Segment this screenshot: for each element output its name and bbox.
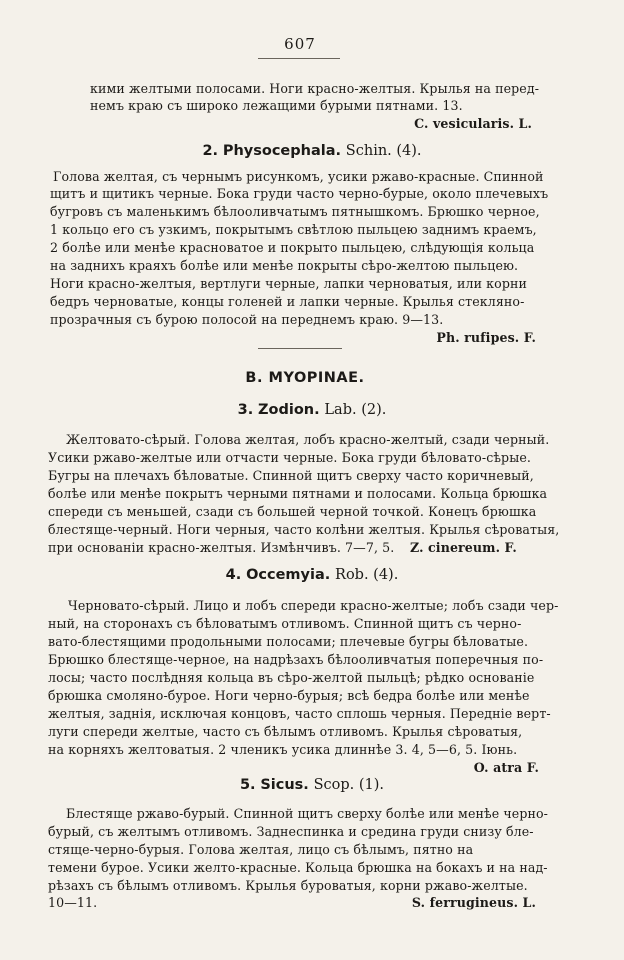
text-line: Черновато-сѣрый. Лицо и лобъ спереди красно-желтые; лобъ сзади чер- [68, 598, 559, 613]
text-line: 10—11. [48, 895, 98, 910]
genus-number: 5. [239, 777, 256, 793]
species-name: S. ferrugineus. L. [411, 895, 536, 910]
species-name: Z. cinereum. F. [410, 540, 517, 555]
text-line: луги спереди желтые, часто съ бѣлымъ отливомъ. Крылья сѣроватыя, [48, 724, 523, 739]
text-line: Ноги красно-желтыя, вертлуги черные, лапки черноватыя, или корни [50, 276, 527, 291]
genus-heading-physocephala [0, 140, 624, 161]
genus-author: Scop. (1). [313, 777, 385, 793]
text-line: бурый, съ желтымъ отливомъ. Заднеспинка и средина груди снизу бле- [48, 824, 534, 839]
text-line: бедръ черноватые, концы голеней и лапки черные. Крылья стекляно- [50, 294, 525, 309]
text-line: Голова желтая, съ чернымъ рисункомъ, усики ржаво-красные. Спинной [53, 169, 544, 184]
genus-number: 3. [237, 402, 254, 418]
subfamily-heading: B. MYOPINAE. [245, 370, 365, 386]
text-line: стяще-черно-бурыя. Голова желтая, лицо съ бѣлымъ, пятно на [48, 842, 474, 857]
text-line: 2 болѣе или менѣе красноватое и покрыто пыльцею, слѣдующія кольца [50, 240, 535, 255]
text-line: бугровъ съ маленькимъ бѣлооливчатымъ пятнышкомъ. Брюшко черное, [50, 204, 540, 219]
genus-name: Occemyia. [246, 567, 331, 583]
prev-species-name: C. vesicularis. L. [414, 116, 532, 131]
text-line: брюшка смоляно-бурое. Ноги черно-бурыя; всѣ бедра болѣе или менѣе [48, 688, 530, 703]
genus-name: Zodion. [258, 402, 320, 418]
genus-name: Sicus. [260, 777, 309, 793]
text-line: рѣзахъ съ бѣлымъ отливомъ. Крылья буроватыя, корни ржаво-желтые. [48, 878, 528, 893]
prev-entry-line-1: кими желтыми полосами. Ноги красно-желтыя. Крылья на перед- [90, 81, 540, 96]
genus-number: 2. [202, 143, 219, 159]
header-rule [258, 58, 340, 59]
text-line: Брюшко блестяще-черное, на надрѣзахъ бѣлооливчатыя поперечныя по- [48, 652, 544, 667]
text-line: темени бурое. Усики желто-красные. Кольца брюшка на бокахъ и на над- [48, 860, 548, 875]
genus-heading-occemyia [0, 564, 624, 585]
text-line: болѣе или менѣе покрытъ черными пятнами и полосами. Кольца брюшка [48, 486, 548, 501]
text-line: прозрачныя съ бурою полосой на переднемъ краю. 9—13. [50, 312, 444, 327]
text-line: Блестяще ржаво-бурый. Спинной щитъ сверху болѣе или менѣе черно- [66, 806, 549, 821]
species-name: O. atra F. [473, 760, 539, 775]
genus-heading-zodion [0, 399, 624, 420]
text-line: 1 кольцо его съ узкимъ, покрытымъ свѣтлою пыльцею заднимъ краемъ, [50, 222, 537, 237]
text-line: вато-блестящими продольными полосами; плечевые бугры бѣловатые. [48, 634, 529, 649]
text-line: блестяще-черный. Ноги черныя, часто колѣни желтыя. Крылья сѣроватыя, [48, 522, 560, 537]
genus-author: Lab. (2). [324, 402, 387, 418]
text-line: на корняхъ желтоватыя. 2 членикъ усика длиннѣе 3. 4, 5—6, 5. Іюнь. [48, 742, 518, 757]
genus-name: Physocephala. [222, 143, 342, 159]
genus-heading-sicus [0, 774, 624, 795]
text-line: на заднихъ краяхъ болѣе или менѣе покрыты сѣро-желтою пыльцею. [50, 258, 519, 273]
text-line: Усики ржаво-желтые или отчасти черные. Бока груди бѣловато-сѣрые. [48, 450, 531, 465]
text-line: при основаніи красно-желтыя. Измѣнчивъ. 7—7, 5. [48, 540, 395, 555]
page-number: 607 [284, 35, 316, 53]
text-line: спереди съ меньшей, сзади съ большей черной точкой. Конецъ брюшка [48, 504, 537, 519]
text-line: желтыя, заднія, исключая концовъ, часто сплошь черныя. Переднiе верт- [48, 706, 551, 721]
text-line: ный, на сторонахъ съ бѣловатымъ отливомъ. Спинной щитъ съ черно- [48, 616, 522, 631]
prev-entry-line-2: немъ краю съ широко лежащими бурыми пятнами. 13. [90, 98, 463, 113]
genus-number: 4. [225, 567, 242, 583]
species-name: Ph. rufipes. F. [436, 330, 536, 345]
text-line: Желтовато-сѣрый. Голова желтая, лобъ красно-желтый, сзади черный. [66, 432, 550, 447]
text-line: Бугры на плечахъ бѣловатые. Спинной щитъ сверху часто коричневый, [48, 468, 534, 483]
genus-author: Schin. (4). [345, 143, 422, 159]
text-line: щитъ и щитикъ черные. Бока груди часто черно-бурые, около плечевыхъ [50, 186, 549, 201]
section-rule [258, 348, 342, 349]
genus-author: Rob. (4). [335, 567, 399, 583]
text-line: лосы; часто послѣдняя кольца въ сѣро-желтой пыльцѣ; рѣдко основаніе [48, 670, 535, 685]
